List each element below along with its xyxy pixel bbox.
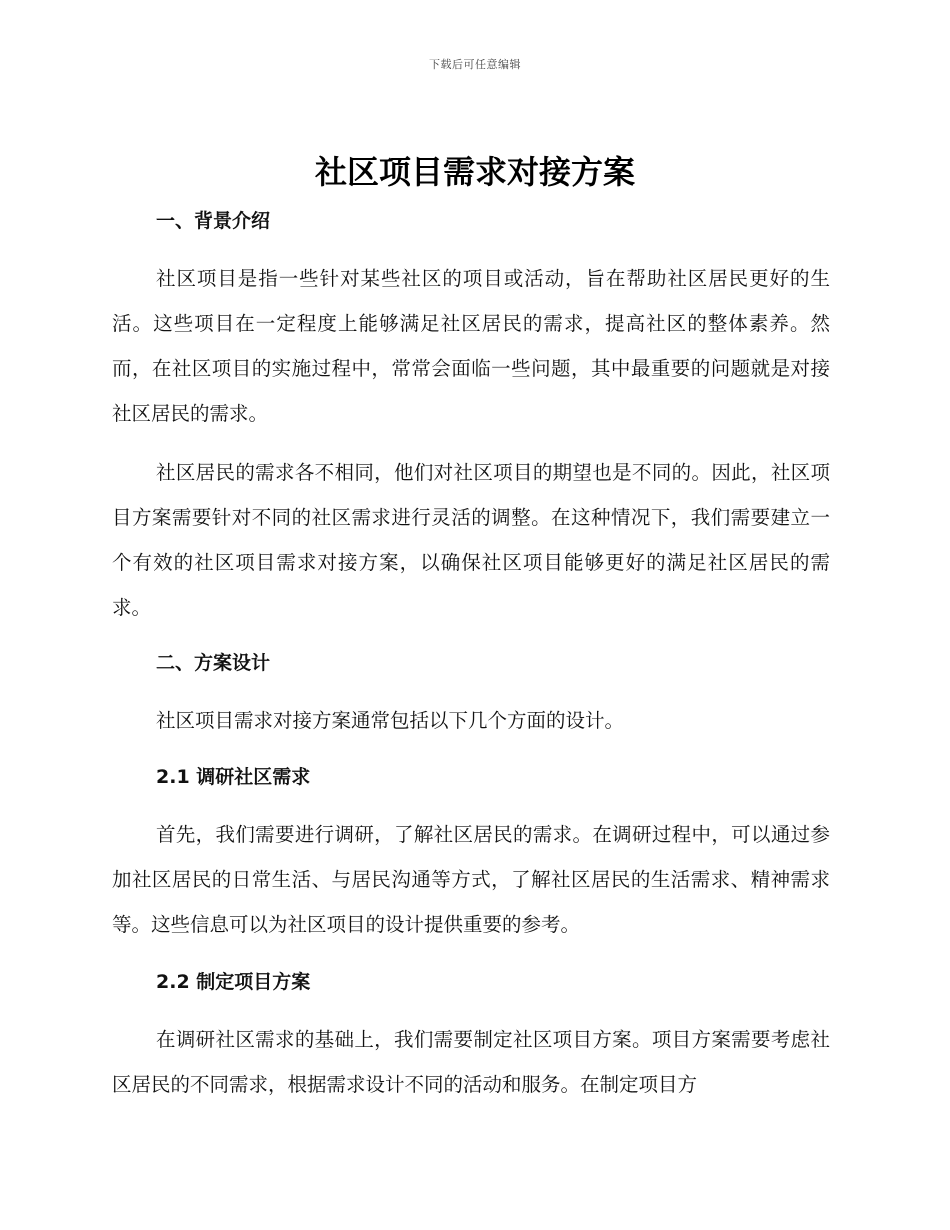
paragraph: 首先，我们需要进行调研，了解社区居民的需求。在调研过程中，可以通过参加社区居民的日常生活、与居民沟通等方式，了解社区居民的生活需求、精神需求等。这些信息可以为社区项目的设计提供重要的参考。 [112, 823, 830, 936]
section-1-heading-block [112, 208, 830, 234]
header-note: 下载后可任意编辑 [429, 58, 521, 71]
subsection-2-1-paragraph [112, 812, 830, 947]
subsection-2-1-heading-block [112, 764, 830, 790]
subsection-2-2-heading-block [112, 969, 830, 995]
section-2-intro [112, 698, 830, 743]
subsection-heading-research: 2.1 调研社区需求 [156, 766, 311, 788]
paragraph: 社区居民的需求各不相同，他们对社区项目的期望也是不同的。因此，社区项目方案需要针对不同的社区需求进行灵活的调整。在这种情况下，我们需要建立一个有效的社区项目需求对接方案，以确保社区项目能够更好的满足社区居民的需求。 [112, 461, 830, 619]
section-1-paragraph-1 [112, 256, 830, 436]
section-2-heading-block [112, 650, 830, 676]
subsection-heading-plan: 2.2 制定项目方案 [156, 971, 311, 993]
section-heading-background: 一、背景介绍 [156, 210, 271, 232]
subsection-2-2-paragraph [112, 1017, 830, 1107]
paragraph: 社区项目需求对接方案通常包括以下几个方面的设计。 [156, 709, 625, 732]
paragraph: 在调研社区需求的基础上，我们需要制定社区项目方案。项目方案需要考虑社区居民的不同需求，根据需求设计不同的活动和服务。在制定项目方 [112, 1028, 830, 1096]
paragraph: 社区项目是指一些针对某些社区的项目或活动，旨在帮助社区居民更好的生活。这些项目在一定程度上能够满足社区居民的需求，提高社区的整体素养。然而，在社区项目的实施过程中，常常会面临一些问题，其中最重要的问题就是对接社区居民的需求。 [112, 267, 830, 425]
section-heading-design: 二、方案设计 [156, 652, 271, 674]
section-1-paragraph-2 [112, 450, 830, 630]
page-title: 社区项目需求对接方案 [314, 153, 635, 191]
